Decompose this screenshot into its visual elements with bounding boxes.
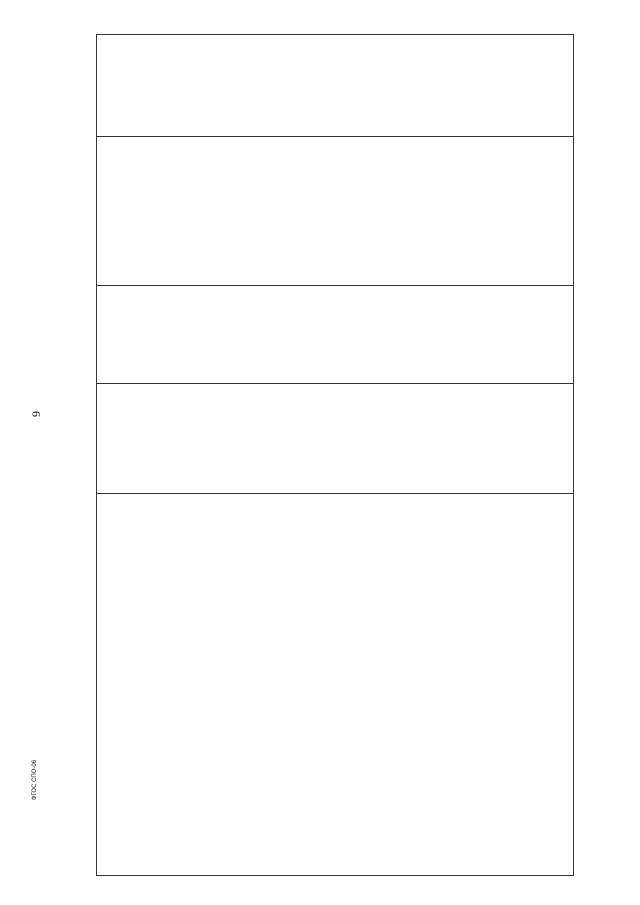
table-divider-3 [97,383,573,384]
table-divider-2 [97,285,573,286]
table-divider-1 [97,136,573,137]
table-text-cell [97,494,573,875]
footer-code: ФГОС СПО-06 [32,759,38,801]
requirements-table [96,34,574,876]
page-number: 9 [29,411,43,417]
cell-content [97,494,573,875]
